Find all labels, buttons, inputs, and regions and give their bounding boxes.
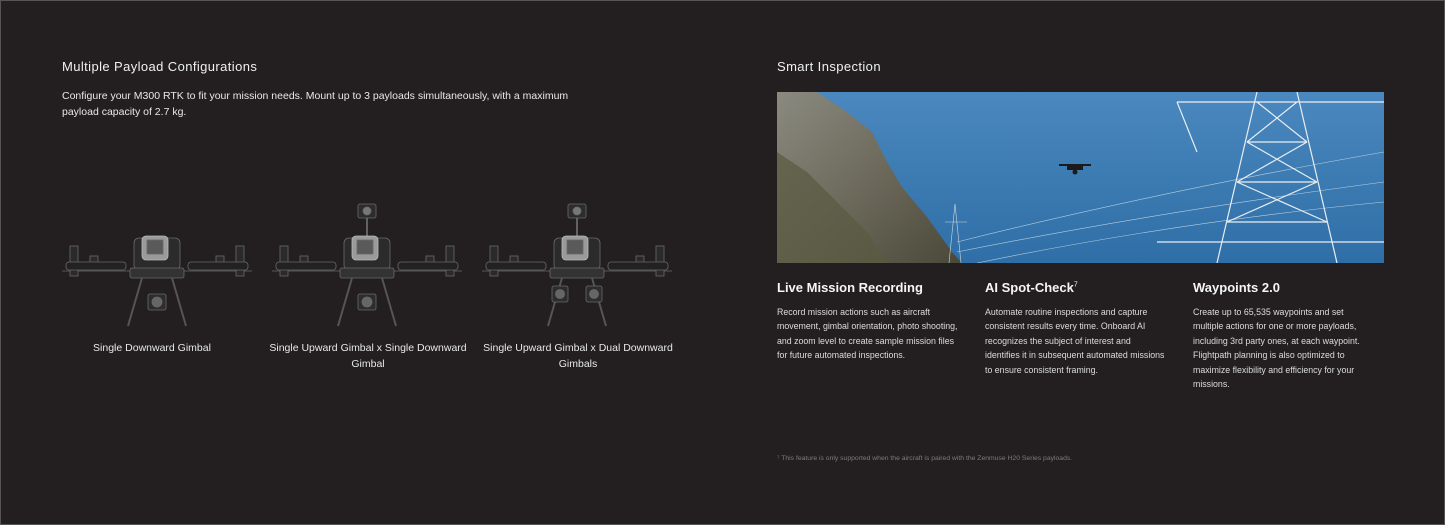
- feature-body: Automate routine inspections and capture consistent results every time. Onboard AI recognizes the subject of interest and identifies it in subsequent automated missions to ensure consistent framing.: [985, 307, 1165, 375]
- footnote: ⁷ This feature is only supported when the aircraft is paired with the Zenmuse H20 Series payloads.: [777, 455, 1073, 462]
- config-caption-2: Single Upward Gimbal x Single Downward Gimbal: [269, 342, 467, 370]
- feature-title-text: Waypoints 2.0: [1193, 280, 1280, 295]
- config-caption-1: Single Downward Gimbal: [93, 342, 211, 354]
- payload-section: [62, 0, 702, 525]
- payload-description: Configure your M300 RTK to fit your mission needs. Mount up to 3 payloads simultaneously, with a maximum payload capacity of 2.7 kg.: [62, 90, 569, 118]
- smart-inspection-section: [777, 0, 1385, 525]
- feature-body: Record mission actions such as aircraft movement, gimbal orientation, photo shooting, and zoom level to create sample mission files for future automated inspections.: [777, 307, 958, 361]
- footnote-marker: 7: [1073, 281, 1078, 289]
- drone-image-single-downward: [62, 198, 252, 330]
- feature-title: [777, 280, 959, 295]
- feature-title: [1193, 280, 1375, 295]
- feature-body: Create up to 65,535 waypoints and set multiple actions for one or more payloads, including 3rd party ones, at each waypoint. Flightpath planning is also optimized to maximize flexibility and efficiency for your missions.: [1193, 307, 1360, 390]
- payload-section-title: Multiple Payload Configurations: [62, 59, 258, 74]
- drone-image-upward-single-downward: [272, 198, 462, 330]
- feature-waypoints: [1193, 280, 1375, 391]
- smart-inspection-title: Smart Inspection: [777, 59, 881, 74]
- feature-title: [985, 280, 1167, 295]
- inspection-hero-image: [777, 92, 1384, 263]
- feature-ai-spot-check: [985, 280, 1167, 377]
- drone-image-upward-dual-downward: [482, 198, 672, 330]
- feature-title-text: Live Mission Recording: [777, 280, 923, 295]
- feature-title-text: AI Spot-Check: [985, 280, 1074, 295]
- config-caption-3: Single Upward Gimbal x Dual Downward Gimbals: [483, 342, 673, 370]
- feature-live-mission-recording: [777, 280, 959, 363]
